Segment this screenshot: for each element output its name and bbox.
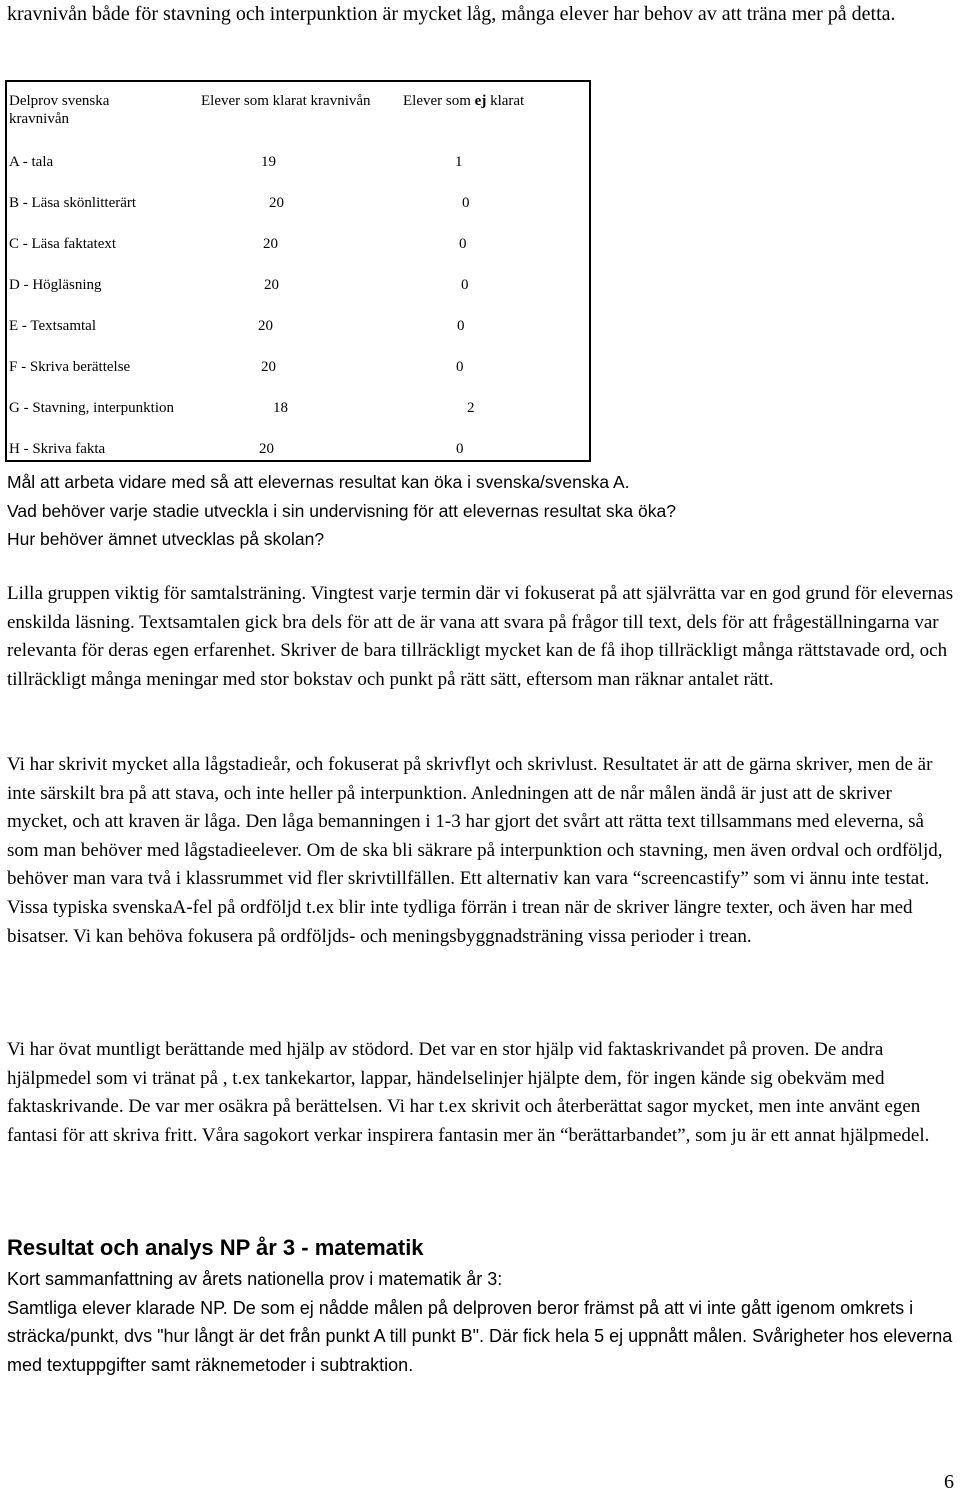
math-intro-line: Kort sammanfattning av årets nationella prov i matematik år 3: (7, 1269, 503, 1289)
paragraph-3: Vi har övat muntligt berättande med hjälp av stödord. Det var en stor hjälp vid faktaskrivandet på proven. De andra hjälpmedel som vi tränat på , t.ex tankekartor, lappar, händelselinjer hjälpte dem, för ingen kände sig obekväm med faktaskrivande. De var mer osäkra på berättelsen. Vi har t.ex skrivit och återberättat sagor mycket, men inte använt egen fantasi för att skriva fritt. Våra sagokort verkar inspirera fantasin mer än “berättarbandet”, som ju är ett annat hjälpmedel. (7, 1039, 930, 1146)
section-heading: Resultat och analys NP år 3 - matematik (7, 1235, 424, 1260)
table-row-name: G - Stavning, interpunktion (9, 400, 174, 416)
table-row-name: D - Högläsning (9, 277, 102, 293)
table-row-failed: 0 (457, 318, 465, 334)
goals-block (7, 468, 676, 554)
table-row-passed: 20 (261, 359, 276, 375)
table-row-passed: 18 (273, 400, 288, 416)
table-row-name: C - Läsa faktatext (9, 236, 117, 252)
table-row-name: A - tala (9, 154, 54, 170)
table-row-passed: 20 (263, 236, 278, 252)
table-row-name: B - Läsa skönlitterärt (9, 195, 137, 211)
table-row-failed: 0 (462, 195, 470, 211)
math-section (7, 1265, 955, 1379)
table-row-failed: 0 (456, 359, 464, 375)
table-header-col2: Elever som klarat kravnivån (201, 93, 371, 109)
table-row-failed: 2 (467, 400, 475, 416)
intro-text: kravnivån både för stavning och interpunktion är mycket låg, många elever har behov av att träna mer på detta. (7, 3, 896, 25)
table-header-col1-line2: kravnivån (9, 111, 69, 127)
table-row-name: E - Textsamtal (9, 318, 96, 334)
page-number: 6 (944, 1471, 954, 1493)
goals-line: Mål att arbeta vidare med så att elevernas resultat kan öka i svenska/svenska A. (7, 472, 630, 492)
table-row-passed: 20 (264, 277, 279, 293)
goals-line: Vad behöver varje stadie utveckla i sin undervisning för att elevernas resultat ska öka? (7, 500, 676, 521)
table-header-col3: Elever som ej klarat (403, 93, 525, 109)
paragraph-2: Vi har skrivit mycket alla lågstadieår, och fokuserat på skrivflyt och skrivlust. Resultatet är att de gärna skriver, men de är inte särskilt bra på att stava, och inte heller på interpunktion. Anledningen att de når målen ändå är just att de skriver mycket, och att kraven är låga. Den låga bemanningen i 1-3 har gjort det svårt att rätta text tillsammans med eleverna, så som man behöver med lågstadieelever. Om de ska bli säkrare på interpunktion och stavning, men även ordval och ordföljd, behöver man vara två i klassrummet vid fler skrivtillfällen. Ett alternativ kan vara “screencastify” som vi ännu inte testat. Vissa typiska svenskaA-fel på ordföljd t.ex blir inte tydliga förrän i trean när de skriver längre texter, och även har med bisatser. Vi kan behöva fokusera på ordföljds- och meningsbyggnadsträning vissa perioder i trean. (7, 754, 943, 947)
paragraph-1: Lilla gruppen viktig för samtalsträning. Vingtest varje termin där vi fokuserat på att självrätta var en god grund för elevernas enskilda läsning. Textsamtalen gick bra dels för att de är vana att svara på frågor till text, dels för att frågeställningarna var relevanta för deras egen erfarenhet. Skriver de bara tillräckligt mycket kan de få ihop tillräckligt många rättstavade ord, och tillräckligt många meningar med stor bokstav och punkt på rätt sätt, eftersom man räknar antalet rätt. (7, 583, 954, 690)
table-header-col1: Delprov svenska (9, 93, 110, 109)
results-table (5, 80, 591, 462)
table-row-failed: 0 (456, 441, 464, 457)
table-row-failed: 0 (459, 236, 467, 252)
table-row-passed: 20 (258, 318, 273, 334)
math-body: Samtliga elever klarade NP. De som ej nådde målen på delproven beror främst på att vi inte gått igenom omkrets i sträcka/punkt, dvs "hur långt är det från punkt A till punkt B". Där fick hela 5 ej uppnått målen. Svårigheter hos eleverna med textuppgifter samt räknemetoder i subtraktion. (7, 1297, 953, 1375)
table-row-passed: 20 (259, 441, 274, 457)
table-row-name: H - Skriva fakta (9, 441, 106, 457)
table-row-name: F - Skriva berättelse (9, 359, 131, 375)
table-row-passed: 19 (261, 154, 276, 170)
table-row-passed: 20 (269, 195, 284, 211)
table-row-failed: 1 (455, 154, 463, 170)
goals-line: Hur behöver ämnet utvecklas på skolan? (7, 529, 325, 550)
table-row-failed: 0 (461, 277, 469, 293)
